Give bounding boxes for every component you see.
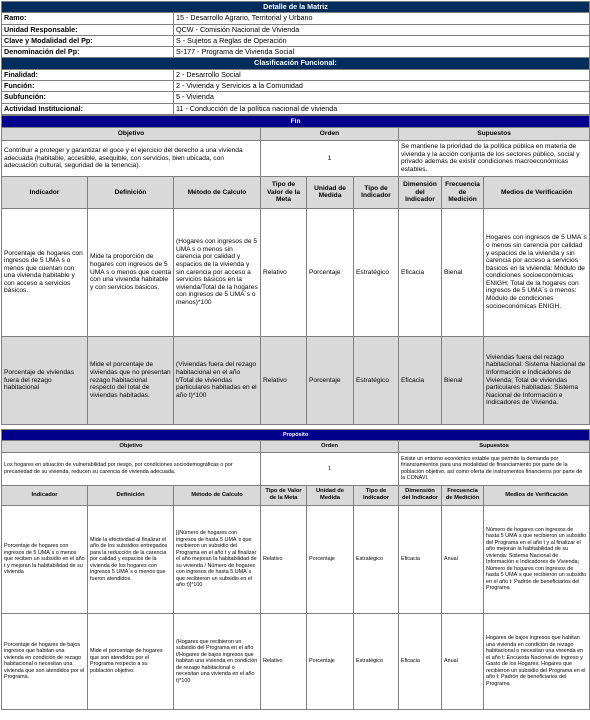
col-indicador: Indicador <box>2 176 88 208</box>
fin-title: Fin <box>2 115 590 127</box>
fin-objetivo: Contribuir a proteger y garantizar el goce y el ejercicio del derecho a una vivienda adecuada (habitable, accesible, asequible, con servicios, bien ubicada, con adecuación cultural, seguridad de la tenencia). <box>2 140 261 176</box>
proposito-supuestos: Existe un entorno económico estable que permite la demanda por financiamientos para una modalidad de financiamiento por parte de la población objetivo, así como oferta de instrumentos financieros por parte de la CONAVI. <box>399 452 590 485</box>
tipo-indicador-cell: Estratégico <box>354 336 399 424</box>
finalidad-value: 2 - Desarrollo Social <box>174 69 590 80</box>
proposito-table <box>1 429 590 710</box>
unidad-cell: Porcentaje <box>307 613 354 709</box>
ramo-label: Ramo: <box>2 13 174 24</box>
unidad-cell: Porcentaje <box>307 505 354 613</box>
fin-supuestos-header: Supuestos <box>399 127 590 140</box>
subfuncion-value: 5 - Vivienda <box>174 92 590 103</box>
col-metodo: Método de Calculo <box>174 485 261 505</box>
definicion-cell: Mide el porcentaje de viviendas que no presentan rezago habitacional respecto del total de viviendas habitadas. <box>88 336 174 424</box>
proposito-objetivo: Los hogares en situación de vulnerabilidad por riesgo, por condiciones sociodemográficas o por precariedad de su vivienda, reducen su carencia de vivienda adecuada. <box>2 452 261 485</box>
detalle-matriz-table <box>1 1 590 115</box>
col-frecuencia: Frecuencia de Medición <box>442 176 484 208</box>
fin-orden-header: Orden <box>261 127 399 140</box>
metodo-cell: (Viviendas fuera del rezago habitacional en el año t/Total de viviendas particulares habitadas en el año t)*100 <box>174 336 261 424</box>
indicador-cell: Porcentaje de hogares con ingresos de 5 UMA s o menos que cuentan con una vivienda habitable y con acceso a servicios básicos. <box>2 208 88 336</box>
metodo-cell: [(Número de hogares con ingresos de hasta 5 UMA´s que recibieron un subsidio del Programa en el año t y al finalizar el año mejoran la habitabilidad de su vivienda / Número de hogares con ingresos de hasta 5 UMA´s que recibieron un subsidio en el año t)]*100 <box>174 505 261 613</box>
unidad-responsable-value: QCW - Comisión Nacional de Vivienda <box>174 24 590 35</box>
tipo-indicador-cell: Estratégico <box>354 613 399 709</box>
col-tipo-indicador: Tipo de Indicador <box>354 485 399 505</box>
col-tipo-valor: Tipo de Valor de la Meta <box>261 485 307 505</box>
definicion-cell: Mide la efectividad al finalizar el año de los subsidios entregados para la reducción de la carencia por calidad y espacios de la vivienda de los hogares con ingresos 5 UMA´s o menos que fueron atendidos. <box>88 505 174 613</box>
proposito-title: Propósito <box>2 429 590 440</box>
table-row <box>2 505 590 613</box>
definicion-cell: Mide la proporción de hogares con ingresos de 5 UMA s o menos que cuenta con una vivienda habitable y con servicios básicos. <box>88 208 174 336</box>
tipo-valor-cell: Relativo <box>261 613 307 709</box>
col-unidad: Unidad de Medida <box>307 176 354 208</box>
definicion-cell: Mide el porcentaje de hogares que son atendidos por el Programa respecto a su población objetivo. <box>88 613 174 709</box>
frecuencia-cell: Anual <box>442 505 484 613</box>
metodo-cell: (Hogares con ingresos de 5 UMA s o menos sin carencia por calidad y espacios de la vivienda y sin carencia por acceso a servicios básicos en la vivienda/Total de la hogares con ingresos de 5 UMA´s o menos)*100 <box>174 208 261 336</box>
table-row <box>2 336 590 424</box>
dimension-cell: Eficacia <box>399 505 442 613</box>
col-tipo-indicador: Tipo de Indicador <box>354 176 399 208</box>
funcion-value: 2 - Vivienda y Servicios a la Comunidad <box>174 80 590 91</box>
detalle-header: Detalle de la Matriz <box>2 2 590 13</box>
actividad-institucional-value: 11 - Conducción de la política nacional de vivienda <box>174 103 590 114</box>
dimension-cell: Eficacia <box>399 336 442 424</box>
clasificacion-header: Clasificación Funcional: <box>2 58 590 69</box>
tipo-valor-cell: Relativo <box>261 336 307 424</box>
finalidad-label: Finalidad: <box>2 69 174 80</box>
medios-cell: Viviendas fuera del rezago habitacional: Sistema Nacional de Información e Indicadores de Vivienda; Total de viviendas particulares habitadas: Sistema Nacional de Información e Indicadores de Vivienda. <box>484 336 590 424</box>
dimension-cell: Eficacia <box>399 613 442 709</box>
col-unidad: Unidad de Medida <box>307 485 354 505</box>
col-definicion: Definición <box>88 485 174 505</box>
fin-orden: 1 <box>261 140 399 176</box>
unidad-responsable-label: Unidad Responsable: <box>2 24 174 35</box>
actividad-institucional-label: Actividad Institucional: <box>2 103 174 114</box>
col-metodo: Método de Calculo <box>174 176 261 208</box>
indicador-cell: Porcentaje de viviendas fuera del rezago habitacional <box>2 336 88 424</box>
denominacion-label: Denominación del Pp: <box>2 47 174 58</box>
col-definicion: Definición <box>88 176 174 208</box>
col-dimension: Dimensión del Indicador <box>399 176 442 208</box>
col-medios: Medios de Verificación <box>484 176 590 208</box>
metodo-cell: (Hogares que recibieron un subsidio del Programa en el año t/Hogares de bajos ingresos que habitan una vivienda en condición de rezago habitacional o necesitan una vivienda en el año t)*100 <box>174 613 261 709</box>
col-dimension: Dimensión del Indicador <box>399 485 442 505</box>
tipo-indicador-cell: Estratégico <box>354 208 399 336</box>
proposito-supuestos-header: Supuestos <box>399 440 590 452</box>
medios-cell: Hogares de bajos ingresos que habitan una vivienda en condición de rezago habitacional o necesitan una vivienda en el año t: Encuesta Nacional de Ingreso y Gasto de los Hogares; Hogares que recibieron un subsidio del Programa en el año t: Padrón de beneficiarios del Programa <box>484 613 590 709</box>
proposito-objetivo-header: Objetivo <box>2 440 261 452</box>
clave-modalidad-label: Clave y Modalidad del Pp: <box>2 35 174 46</box>
table-row <box>2 208 590 336</box>
col-tipo-valor: Tipo de Valor de la Meta <box>261 176 307 208</box>
dimension-cell: Eficacia <box>399 208 442 336</box>
proposito-orden: 1 <box>261 452 399 485</box>
ramo-value: 15 - Desarrollo Agrario, Territorial y Urbano <box>174 13 590 24</box>
medios-cell: Número de hogares con ingresos de hasta 5 UMA´s que recibieron un subsidio del Programa en el año t y al finalizar el año mejoran la habitabilidad de su vivienda: Sistema Nacional de Información e Indicadores de Vivienda; Número de hogares con ingresos de hasta 5 UMA´s que recibieron un subsidio en el año t: Padrón de beneficiarios del Programa <box>484 505 590 613</box>
clave-modalidad-value: S - Sujetos a Reglas de Operación <box>174 35 590 46</box>
col-medios: Medios de Verificación <box>484 485 590 505</box>
indicador-cell: Porcentaje de hogares con ingresos de 5 UMA´s o menos que reciben un subsidio en el año t y mejoran la habitabilidad de su vivienda <box>2 505 88 613</box>
funcion-label: Función: <box>2 80 174 91</box>
unidad-cell: Porcentaje <box>307 336 354 424</box>
fin-supuestos: Se mantiene la prioridad de la política pública en materia de vivienda y la acción conjunta de los sectores público, social y privado además de existir condiciones macroeconómicas estables. <box>399 140 590 176</box>
tipo-valor-cell: Relativo <box>261 505 307 613</box>
col-indicador: Indicador <box>2 485 88 505</box>
tipo-valor-cell: Relativo <box>261 208 307 336</box>
frecuencia-cell: Bienal <box>442 336 484 424</box>
medios-cell: Hogares con ingresos de 5 UMA´s o menos sin carencia por calidad y espacios de la vivienda y sin carencia por acceso a servicios básicos en la vivienda: Módulo de condiciones socioeconómicas ENIGH; Total de la hogares con ingresos de 5 UMA´s o menos: Módulo de condiciones socioeconómicas ENIGH. <box>484 208 590 336</box>
frecuencia-cell: Anual <box>442 613 484 709</box>
proposito-orden-header: Orden <box>261 440 399 452</box>
table-row <box>2 613 590 709</box>
fin-table <box>1 115 590 425</box>
unidad-cell: Porcentaje <box>307 208 354 336</box>
indicador-cell: Porcentaje de hogares de bajos ingresos que habitan una vivienda en condición de rezago habitacional o necesitan una vivienda que son atendidos por el Programa. <box>2 613 88 709</box>
col-frecuencia: Frecuencia de Medición <box>442 485 484 505</box>
denominacion-value: S-177 - Programa de Vivienda Social <box>174 47 590 58</box>
tipo-indicador-cell: Estratégico <box>354 505 399 613</box>
frecuencia-cell: Bienal <box>442 208 484 336</box>
fin-objetivo-header: Objetivo <box>2 127 261 140</box>
subfuncion-label: Subfunción: <box>2 92 174 103</box>
